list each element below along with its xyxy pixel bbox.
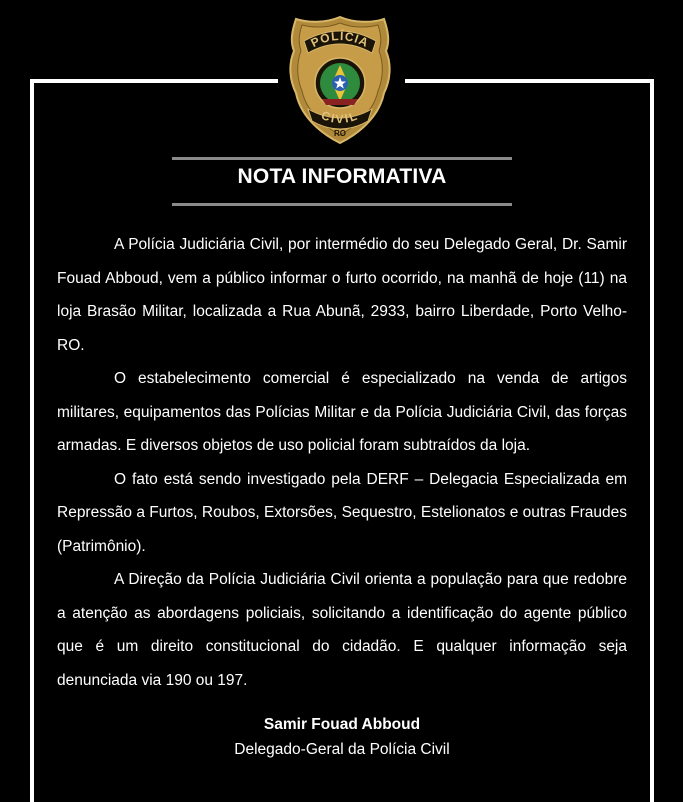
title-rule-top — [172, 157, 512, 160]
frame-right-border — [650, 79, 654, 802]
frame-top-border-right — [405, 79, 654, 83]
note-body — [57, 228, 627, 697]
frame-top-border-left — [30, 79, 278, 83]
policia-civil-badge-logo — [286, 15, 394, 145]
badge-top-text: POLÍCIA — [308, 28, 372, 51]
body-paragraph: O fato está sendo investigado pela DERF – Delegacia Especializada em Repressão a Furtos, Roubos, Extorsões, Sequestro, Estelionatos e outras Fraudes (Patrimônio). — [57, 470, 627, 555]
body-paragraph: A Direção da Polícia Judiciária Civil orienta a população para que redobre a atenção as abordagens policiais, solicitando a identificação do agente público que é um direito constitucional do cidadão. E qualquer informação seja denunciada via 190 ou 197. — [57, 571, 627, 689]
frame-left-border — [30, 79, 34, 802]
title-rule-bottom — [172, 203, 512, 206]
badge-state-text: RO — [334, 129, 346, 138]
signature-name: Samir Fouad Abboud — [263, 716, 421, 733]
body-paragraph: O estabelecimento comercial é especializado na venda de artigos militares, equipamentos das Polícias Militar e da Polícia Judiciária Civil, das forças armadas. E diversos objetos de uso policial foram subtraídos da loja. — [57, 370, 627, 454]
badge-bottom-text: CIVIL — [319, 108, 361, 127]
page-title: NOTA INFORMATIVA — [237, 165, 447, 188]
body-paragraph: A Polícia Judiciária Civil, por intermédio do seu Delegado Geral, Dr. Samir Fouad Abboud, vem a público informar o furto ocorrido, na manhã de hoje (11) na loja Brasão Militar, localizada a Rua Abunã, 2933, bairro Liberdade, Porto Velho-RO. — [57, 236, 627, 354]
signature-role: Delegado-Geral da Polícia Civil — [234, 741, 450, 758]
